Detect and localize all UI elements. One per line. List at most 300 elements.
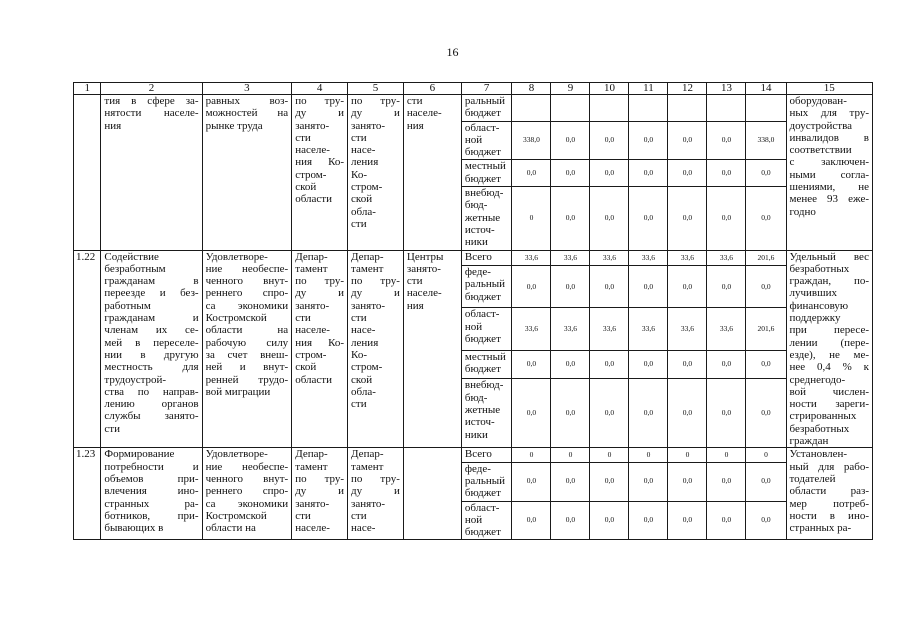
partner-cell xyxy=(403,95,461,251)
text-line: сти xyxy=(406,275,423,288)
text-line: ней и внут- xyxy=(205,361,289,374)
text-line: ду и xyxy=(295,287,345,300)
text-line: влечения ино- xyxy=(104,485,199,498)
budget-source-label xyxy=(461,266,512,308)
text-line: по тру- xyxy=(295,275,345,288)
text-line: ной xyxy=(464,513,483,526)
amount-cell: 0,0 xyxy=(590,379,629,448)
text-line: среднегодо- xyxy=(789,373,846,386)
text-line: граждан xyxy=(789,435,829,448)
amount-cell: 201,6 xyxy=(746,250,786,266)
text-line: источ- xyxy=(464,223,495,236)
amount-cell: 0,0 xyxy=(590,462,629,501)
text-line: тамент xyxy=(351,262,384,275)
text-line: Депар- xyxy=(295,250,328,263)
text-line: бюджет xyxy=(464,362,501,375)
header-cell: 5 xyxy=(348,83,404,95)
event-name-cell xyxy=(101,250,202,448)
text-line: стром- xyxy=(351,181,383,194)
text-line: нии в другую xyxy=(104,348,199,361)
budget-source-label xyxy=(461,95,512,122)
partner-cell xyxy=(403,250,461,448)
text-line: странных ра- xyxy=(789,522,852,535)
amount-cell: 0,0 xyxy=(668,379,707,448)
coexecutor-cell xyxy=(348,95,404,251)
amount-cell: 33,6 xyxy=(668,250,707,266)
amount-cell: 0,0 xyxy=(707,379,746,448)
text-line: ду и xyxy=(295,107,345,120)
purpose-cell xyxy=(202,250,292,448)
text-line: област- xyxy=(464,308,500,321)
text-line: ченного внут- xyxy=(205,472,289,485)
amount-cell: 0,0 xyxy=(629,121,668,160)
text-line: по тру- xyxy=(295,472,345,485)
amount-cell: 0,0 xyxy=(668,462,707,501)
text-line: Депар- xyxy=(295,448,328,461)
text-line: финансовую xyxy=(789,299,849,312)
amount-cell: 0,0 xyxy=(707,121,746,160)
header-cell: 8 xyxy=(512,83,551,95)
amount-cell: 0,0 xyxy=(668,160,707,187)
text-line: ной xyxy=(464,320,483,333)
budget-source-label xyxy=(461,250,512,266)
text-line: Удовлетворе- xyxy=(205,448,268,461)
amount-cell: 0,0 xyxy=(629,501,668,540)
text-line: поддержку xyxy=(789,312,841,325)
text-line: Формирование xyxy=(104,448,175,461)
amount-cell xyxy=(590,95,629,122)
text-line: стрированных xyxy=(789,410,857,423)
text-line: гражданам в xyxy=(104,275,199,288)
row-number-cell xyxy=(74,95,101,251)
text-line: ченного внут- xyxy=(205,275,289,288)
text-line: можностей на xyxy=(205,107,289,120)
text-line: стром- xyxy=(351,361,383,374)
text-line: по тру- xyxy=(351,472,400,485)
budget-source-label xyxy=(461,350,512,379)
amount-cell: 0,0 xyxy=(707,350,746,379)
amount-cell: 33,6 xyxy=(551,250,590,266)
amount-cell: 0,0 xyxy=(707,160,746,187)
text-line: сти xyxy=(104,422,120,435)
text-line: ния Ко- xyxy=(295,336,345,349)
budget-source-label xyxy=(461,462,512,501)
table-row xyxy=(74,250,873,266)
text-line: ных для тру- xyxy=(789,107,869,120)
text-line: сти xyxy=(351,131,367,144)
amount-cell: 33,6 xyxy=(512,308,551,350)
text-line: Депар- xyxy=(351,250,384,263)
indicator-cell xyxy=(786,95,872,251)
text-line: Содействие xyxy=(104,250,159,263)
amount-cell: 0,0 xyxy=(668,266,707,308)
text-line: ный для рабо- xyxy=(789,460,869,473)
text-line: занято- xyxy=(351,497,386,510)
amount-cell: 0,0 xyxy=(668,350,707,379)
indicator-cell xyxy=(786,250,872,448)
text-line: лучивших xyxy=(789,287,837,300)
amount-cell: 0,0 xyxy=(551,379,590,448)
text-line: насе- xyxy=(351,144,376,157)
text-line: насе- xyxy=(351,324,376,337)
text-line: лению органов xyxy=(104,398,199,411)
indicator-cell xyxy=(786,448,872,540)
text-line: обла- xyxy=(351,205,376,218)
text-line: бюд- xyxy=(464,199,488,212)
text-line: стром- xyxy=(295,348,327,361)
amount-cell: 0,0 xyxy=(746,379,786,448)
amount-cell: 201,6 xyxy=(746,308,786,350)
amount-cell: 0,0 xyxy=(551,121,590,160)
amount-cell: 0 xyxy=(590,448,629,462)
amount-cell: 0,0 xyxy=(629,379,668,448)
amount-cell: 0,0 xyxy=(551,160,590,187)
text-line: внебюд- xyxy=(464,187,504,200)
amount-cell: 0,0 xyxy=(746,266,786,308)
amount-cell: 0,0 xyxy=(707,462,746,501)
amount-cell: 0 xyxy=(707,448,746,462)
amount-cell xyxy=(746,95,786,122)
text-line: сти xyxy=(295,131,311,144)
text-line: езде), не ме- xyxy=(789,348,869,361)
text-line: лении (пере- xyxy=(789,336,869,349)
text-line: ботников, при- xyxy=(104,509,199,522)
text-line: по тру- xyxy=(351,95,400,107)
text-line: занято- xyxy=(406,262,441,275)
text-line: потребности и xyxy=(104,460,199,473)
amount-cell: 0,0 xyxy=(668,501,707,540)
executor-cell xyxy=(292,95,348,251)
amount-cell: 0,0 xyxy=(668,187,707,251)
text-line: Костромской xyxy=(205,509,267,522)
text-line: насе- xyxy=(351,522,376,535)
text-line: ние необеспе- xyxy=(205,460,289,473)
page-number: 16 xyxy=(446,45,459,59)
coexecutor-cell xyxy=(348,250,404,448)
text-line: ники xyxy=(464,236,488,249)
text-line: ской xyxy=(295,361,317,374)
header-cell: 3 xyxy=(202,83,292,95)
budget-source-label xyxy=(461,501,512,540)
amount-cell: 338,0 xyxy=(512,121,551,160)
text-line: трудоустрой- xyxy=(104,373,167,386)
text-line: тодателей xyxy=(789,472,836,485)
text-line: ду и xyxy=(295,485,345,498)
amount-cell: 0,0 xyxy=(746,462,786,501)
event-name-cell xyxy=(101,95,202,251)
text-line: сти xyxy=(406,95,423,107)
text-line: нятости населе- xyxy=(104,107,199,120)
text-line: реннего спро- xyxy=(205,485,289,498)
text-line: обла- xyxy=(351,385,376,398)
amount-cell: 0,0 xyxy=(551,187,590,251)
amount-cell: 0,0 xyxy=(512,379,551,448)
amount-cell: 0,0 xyxy=(590,501,629,540)
text-line: са экономики xyxy=(205,299,289,312)
text-line: рабочую силу xyxy=(205,336,289,349)
text-line: бюд- xyxy=(464,391,488,404)
amount-cell: 33,6 xyxy=(629,250,668,266)
amount-cell: 0,0 xyxy=(746,187,786,251)
amount-cell: 0 xyxy=(746,448,786,462)
budget-source-label xyxy=(461,121,512,160)
table-row xyxy=(74,95,873,122)
amount-cell: 0,0 xyxy=(512,266,551,308)
partner-cell xyxy=(403,448,461,540)
text-line: населе- xyxy=(295,324,330,337)
budget-source-label xyxy=(461,448,512,462)
text-line: переезде и без- xyxy=(104,287,199,300)
text-line: ральный xyxy=(464,95,506,107)
purpose-cell xyxy=(202,448,292,540)
text-line: за счет внеш- xyxy=(205,348,289,361)
text-line: бюджет xyxy=(464,526,501,539)
text-line: безработным xyxy=(104,262,166,275)
text-line: ренней трудо- xyxy=(205,373,289,386)
text-line: соответствии xyxy=(789,144,852,157)
text-line: сти xyxy=(351,398,367,411)
amount-cell: 0,0 xyxy=(707,266,746,308)
amount-cell xyxy=(551,95,590,122)
text-line: ления xyxy=(351,336,379,349)
text-line: службы занято- xyxy=(104,410,199,423)
event-name-cell xyxy=(101,448,202,540)
text-line: занято- xyxy=(295,119,330,132)
text-line: граждан, по- xyxy=(789,275,869,288)
text-line: област- xyxy=(464,121,500,134)
amount-cell: 0,0 xyxy=(668,121,707,160)
text-line: ства по направ- xyxy=(104,385,199,398)
text-line: Установлен- xyxy=(789,448,848,461)
text-line: Центры xyxy=(406,250,444,263)
amount-cell: 0,0 xyxy=(590,266,629,308)
text-line: с заключен- xyxy=(789,156,869,169)
text-line: гражданам и xyxy=(104,312,199,325)
amount-cell: 33,6 xyxy=(629,308,668,350)
text-line: местность для xyxy=(104,361,199,374)
text-line: ния Ко- xyxy=(295,156,345,169)
amount-cell: 0,0 xyxy=(512,501,551,540)
text-line: сти xyxy=(351,217,367,230)
text-line: области xyxy=(295,193,332,206)
amount-cell: 0 xyxy=(668,448,707,462)
header-cell: 13 xyxy=(707,83,746,95)
text-line: ники xyxy=(464,428,488,441)
text-line: са экономики xyxy=(205,497,289,510)
text-line: феде- xyxy=(464,462,491,475)
text-line: тамент xyxy=(295,262,328,275)
amount-cell: 0,0 xyxy=(707,187,746,251)
text-line: области раз- xyxy=(789,485,869,498)
text-line: ской xyxy=(351,373,373,386)
text-line: вой миграции xyxy=(205,385,271,398)
amount-cell: 0,0 xyxy=(629,187,668,251)
text-line: населе- xyxy=(406,107,442,120)
header-cell: 14 xyxy=(746,83,786,95)
text-line: ние необеспе- xyxy=(205,262,289,275)
text-line: по тру- xyxy=(295,95,345,107)
text-line: Ко- xyxy=(351,168,367,181)
executor-cell xyxy=(292,250,348,448)
amount-cell: 0,0 xyxy=(590,160,629,187)
text-line: работным xyxy=(104,299,151,312)
amount-cell: 0,0 xyxy=(746,160,786,187)
text-line: стром- xyxy=(295,168,327,181)
text-line: членам их се- xyxy=(104,324,199,337)
amount-cell: 0 xyxy=(512,448,551,462)
amount-cell: 33,6 xyxy=(707,250,746,266)
header-cell: 15 xyxy=(786,83,872,95)
text-line: бюджет xyxy=(464,172,501,185)
text-line: безработных xyxy=(789,262,850,275)
amount-cell: 33,6 xyxy=(590,308,629,350)
text-line: внебюд- xyxy=(464,379,504,392)
amount-cell: 0,0 xyxy=(551,501,590,540)
amount-cell xyxy=(707,95,746,122)
coexecutor-cell xyxy=(348,448,404,540)
text-line: источ- xyxy=(464,416,495,429)
text-line: области на xyxy=(205,324,289,337)
row-number-cell: 1.23 xyxy=(74,448,101,540)
text-line: мер потреб- xyxy=(789,497,869,510)
amount-cell: 0,0 xyxy=(629,160,668,187)
text-line: ду и xyxy=(351,287,400,300)
amount-cell: 0,0 xyxy=(629,350,668,379)
amount-cell: 0 xyxy=(512,187,551,251)
budget-source-label xyxy=(461,379,512,448)
amount-cell: 33,6 xyxy=(707,308,746,350)
header-cell: 1 xyxy=(74,83,101,95)
amount-cell: 0 xyxy=(629,448,668,462)
header-cell: 6 xyxy=(403,83,461,95)
header-cell: 9 xyxy=(551,83,590,95)
text-line: годно xyxy=(789,205,816,218)
text-line: ния xyxy=(406,119,424,132)
amount-cell: 0,0 xyxy=(512,350,551,379)
text-line: бюджет xyxy=(464,146,501,159)
text-line: Удельный вес xyxy=(789,250,869,263)
text-line: области на xyxy=(205,522,256,535)
text-line: жетные xyxy=(464,403,501,416)
text-line: тамент xyxy=(295,460,328,473)
text-line: занято- xyxy=(295,497,330,510)
text-line: местный xyxy=(464,350,506,363)
header-cell: 11 xyxy=(629,83,668,95)
text-line: бюджет xyxy=(464,332,501,345)
amount-cell: 33,6 xyxy=(590,250,629,266)
header-cell: 4 xyxy=(292,83,348,95)
text-line: ду и xyxy=(351,485,400,498)
text-line: инвалидов в xyxy=(789,131,869,144)
text-line: феде- xyxy=(464,266,491,279)
text-line: местный xyxy=(464,160,506,173)
text-line: ральный xyxy=(464,474,506,487)
text-line: област- xyxy=(464,501,500,514)
amount-cell: 0,0 xyxy=(512,160,551,187)
text-line: ния xyxy=(406,299,424,312)
text-line: реннего спро- xyxy=(205,287,289,300)
text-line: равных воз- xyxy=(205,95,289,107)
text-line: тия в сфере за- xyxy=(104,95,199,107)
text-line: объемов при- xyxy=(104,472,199,485)
text-line: сти xyxy=(295,312,311,325)
amount-cell xyxy=(629,95,668,122)
amount-cell: 33,6 xyxy=(512,250,551,266)
text-line: рынке труда xyxy=(205,119,263,132)
text-line: ния xyxy=(104,119,122,132)
text-line: Всего xyxy=(464,250,492,263)
header-cell: 12 xyxy=(668,83,707,95)
text-line: бывающих в xyxy=(104,522,164,535)
text-line: населе- xyxy=(295,522,330,535)
amount-cell: 0,0 xyxy=(707,501,746,540)
text-line: Ко- xyxy=(351,348,367,361)
text-line: странных ра- xyxy=(104,497,199,510)
amount-cell: 0,0 xyxy=(551,462,590,501)
amount-cell: 0,0 xyxy=(629,266,668,308)
text-line: бюджет xyxy=(464,487,501,500)
header-cell: 7 xyxy=(461,83,512,95)
text-line: занято- xyxy=(351,299,386,312)
row-number-cell: 1.22 xyxy=(74,250,101,448)
amount-cell: 0 xyxy=(551,448,590,462)
amount-cell: 338,0 xyxy=(746,121,786,160)
text-line: населе- xyxy=(406,287,442,300)
text-line: ской xyxy=(295,181,317,194)
amount-cell: 33,6 xyxy=(668,308,707,350)
amount-cell xyxy=(512,95,551,122)
text-line: сти xyxy=(295,509,311,522)
text-line: населе- xyxy=(295,144,330,157)
text-line: вой числен- xyxy=(789,385,869,398)
text-line: Депар- xyxy=(351,448,384,461)
text-line: Удовлетворе- xyxy=(205,250,268,263)
text-line: тамент xyxy=(351,460,384,473)
budget-source-label xyxy=(461,187,512,251)
text-line: жетные xyxy=(464,211,501,224)
text-line: ными согла- xyxy=(789,168,869,181)
text-line: области xyxy=(295,373,332,386)
amount-cell: 0,0 xyxy=(512,462,551,501)
text-line: ности в ино- xyxy=(789,509,869,522)
text-line: Всего xyxy=(464,448,492,461)
budget-source-label xyxy=(461,308,512,350)
text-line: шениями, не xyxy=(789,181,869,194)
text-line: занято- xyxy=(295,299,330,312)
text-line: Костромской xyxy=(205,312,267,325)
text-line: ления xyxy=(351,156,379,169)
text-line: бюджет xyxy=(464,107,501,120)
text-line: нее 0,4 % к xyxy=(789,361,869,374)
text-line: ской xyxy=(351,193,373,206)
amount-cell xyxy=(668,95,707,122)
purpose-cell xyxy=(202,95,292,251)
table-row xyxy=(74,448,873,462)
amount-cell: 0,0 xyxy=(590,350,629,379)
text-line: мей в переселе- xyxy=(104,336,199,349)
text-line: безработных xyxy=(789,422,850,435)
amount-cell: 0,0 xyxy=(590,187,629,251)
text-line: бюджет xyxy=(464,290,501,303)
text-line: занято- xyxy=(351,119,386,132)
text-line: доустройства xyxy=(789,119,853,132)
text-line: ной xyxy=(464,133,483,146)
text-line: по тру- xyxy=(351,275,400,288)
text-line: оборудован- xyxy=(789,95,847,107)
text-line: ности зареги- xyxy=(789,398,869,411)
header-cell: 10 xyxy=(590,83,629,95)
budget-table xyxy=(73,82,873,540)
